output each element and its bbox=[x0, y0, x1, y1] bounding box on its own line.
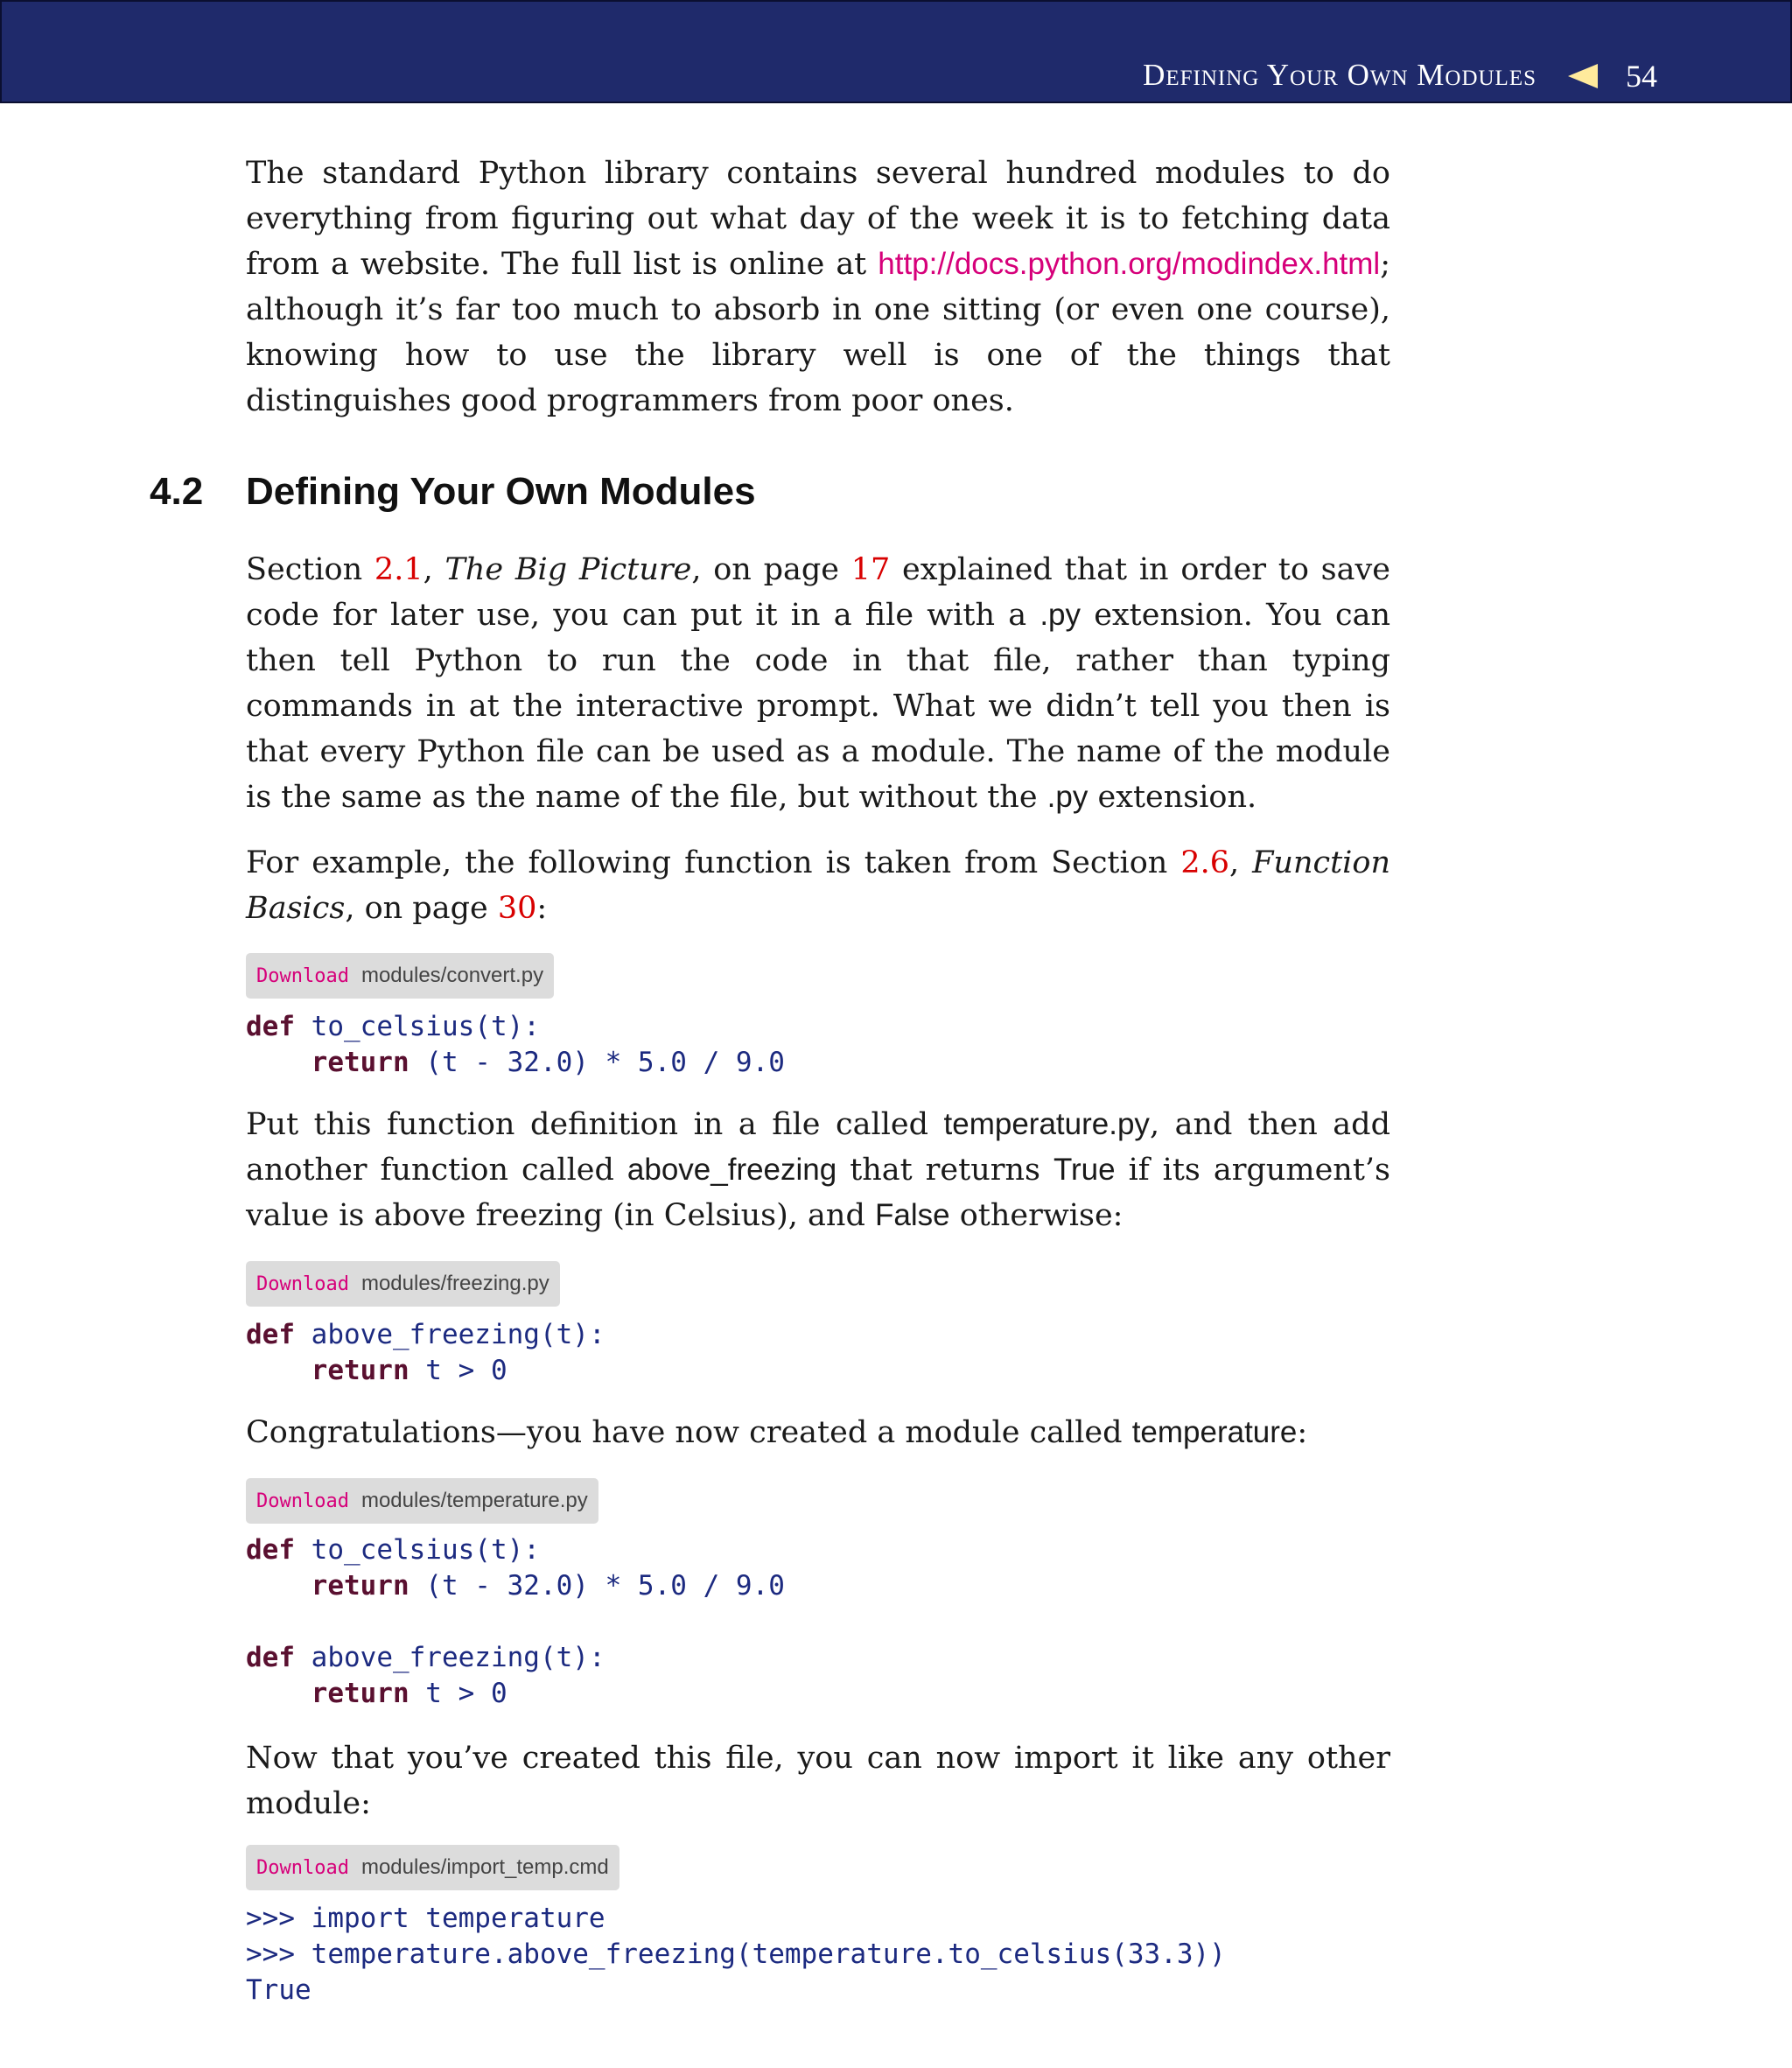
download-filename: modules/temperature.py bbox=[360, 1489, 588, 1512]
literal-true: True bbox=[1053, 1153, 1116, 1187]
download-filename: modules/convert.py bbox=[360, 964, 544, 987]
download-filename: modules/import_temp.cmd bbox=[360, 1855, 609, 1879]
text: extension. You can then tell Python to run the code in that file, rather than typing commands in at the interactive prompt. What we didn’t tell you then is that every Python file can be used as a module. The name of the module is the same as the name of the file, but without the bbox=[246, 598, 1390, 815]
download-label[interactable]: Download bbox=[256, 1272, 349, 1295]
intro-text-1: The standard Python library contains several hundred modules to do everything from figuring out what day of the week it is to fetching data from a website. The full list is online at bbox=[246, 156, 1390, 282]
code-indent bbox=[246, 1678, 312, 1709]
text: , bbox=[1229, 845, 1253, 880]
code-listing-import bbox=[246, 1901, 1226, 2008]
code-output-line: True bbox=[246, 1974, 312, 2006]
xref-page-30[interactable]: 30 bbox=[497, 891, 537, 926]
code-line: >>> import temperature bbox=[246, 1903, 606, 1934]
xref-title-big-picture: The Big Picture bbox=[444, 552, 692, 587]
code-keyword: return bbox=[311, 1570, 410, 1602]
text: , and then add another function called bbox=[246, 1107, 1390, 1188]
download-label[interactable]: Download bbox=[256, 964, 349, 987]
section-heading bbox=[150, 470, 756, 514]
text: : bbox=[536, 891, 548, 926]
page-number: 54 bbox=[1626, 59, 1657, 94]
code-keyword: def bbox=[246, 1319, 295, 1350]
running-title: Defining Your Own Modules bbox=[1143, 58, 1536, 92]
text: Congratulations—you have now created a module called bbox=[246, 1415, 1132, 1450]
module-name: temperature bbox=[1131, 1415, 1298, 1449]
section-title: Defining Your Own Modules bbox=[246, 470, 756, 513]
download-tag-freezing[interactable] bbox=[246, 1261, 560, 1307]
intro-paragraph bbox=[246, 151, 1390, 424]
paragraph-example bbox=[246, 840, 1390, 931]
paragraph-congratulations bbox=[246, 1410, 1390, 1455]
text: otherwise: bbox=[949, 1198, 1124, 1233]
section-number: 4.2 bbox=[150, 470, 204, 513]
text: Put this function definition in a file called bbox=[246, 1107, 944, 1142]
code-line: >>> temperature.above_freezing(temperature.to_celsius(33.3)) bbox=[246, 1938, 1226, 1970]
filename-temperature-py: temperature.py bbox=[943, 1107, 1150, 1141]
modindex-link[interactable]: http://docs.python.org/modindex.html bbox=[878, 247, 1381, 281]
code-text: above_freezing(t): bbox=[295, 1319, 606, 1350]
code-text: above_freezing(t): bbox=[295, 1642, 606, 1673]
text: : bbox=[1297, 1415, 1308, 1450]
code-indent bbox=[246, 1570, 312, 1602]
code-listing-freezing bbox=[246, 1317, 606, 1389]
text: extension. bbox=[1088, 780, 1257, 815]
text: Section bbox=[246, 552, 374, 587]
text: , bbox=[423, 552, 445, 587]
previous-page-arrow-icon[interactable] bbox=[1568, 64, 1598, 88]
code-keyword: return bbox=[311, 1047, 410, 1078]
xref-title-function-basics: Function Basics bbox=[246, 845, 1390, 926]
paragraph-save-code bbox=[246, 547, 1390, 820]
paragraph-temperature-file bbox=[246, 1102, 1390, 1238]
intro-text-2: ; although it’s far too much to absorb in one sitting (or even one course), knowing how to use the library well is one of the things that distinguishes good programmers from poor ones. bbox=[246, 247, 1390, 418]
text: explained that in order to save code for later use, you can put it in a file with a bbox=[246, 552, 1390, 633]
text: , on page bbox=[345, 891, 498, 926]
code-text: t > 0 bbox=[409, 1678, 508, 1709]
text: Now that you’ve created this file, you can now import it like any other module: bbox=[246, 1741, 1390, 1821]
code-text: (t - 32.0) * 5.0 / 9.0 bbox=[409, 1570, 785, 1602]
download-tag-convert[interactable] bbox=[246, 953, 554, 999]
download-filename: modules/freezing.py bbox=[360, 1272, 550, 1295]
code-listing-temperature bbox=[246, 1532, 785, 1712]
function-name: above_freezing bbox=[626, 1153, 837, 1187]
code-keyword: return bbox=[311, 1678, 410, 1709]
code-indent bbox=[246, 1047, 312, 1078]
code-keyword: def bbox=[246, 1534, 295, 1566]
download-tag-import-temp[interactable] bbox=[246, 1845, 620, 1890]
code-text: to_celsius(t): bbox=[295, 1011, 540, 1042]
code-text: t > 0 bbox=[409, 1355, 508, 1386]
xref-page-17[interactable]: 17 bbox=[850, 552, 891, 587]
xref-section-2-1[interactable]: 2.1 bbox=[374, 552, 424, 587]
literal-false: False bbox=[874, 1198, 950, 1232]
code-keyword: def bbox=[246, 1011, 295, 1042]
download-label[interactable]: Download bbox=[256, 1856, 349, 1879]
code-listing-convert bbox=[246, 1009, 785, 1081]
code-indent bbox=[246, 1355, 312, 1386]
download-tag-temperature[interactable] bbox=[246, 1478, 598, 1524]
text: that returns bbox=[836, 1153, 1054, 1188]
paragraph-import bbox=[246, 1735, 1390, 1826]
code-text: to_celsius(t): bbox=[295, 1534, 540, 1566]
text: , on page bbox=[691, 552, 851, 587]
py-extension: .py bbox=[1046, 780, 1088, 814]
code-keyword: return bbox=[311, 1355, 410, 1386]
code-text: (t - 32.0) * 5.0 / 9.0 bbox=[409, 1047, 785, 1078]
text: For example, the following function is taken from Section bbox=[246, 845, 1181, 880]
page-header bbox=[0, 0, 1792, 103]
text: if its argument’s value is above freezing (in Celsius), and bbox=[246, 1153, 1390, 1233]
py-extension: .py bbox=[1040, 598, 1082, 632]
download-label[interactable]: Download bbox=[256, 1490, 349, 1512]
code-keyword: def bbox=[246, 1642, 295, 1673]
xref-section-2-6[interactable]: 2.6 bbox=[1180, 845, 1229, 880]
